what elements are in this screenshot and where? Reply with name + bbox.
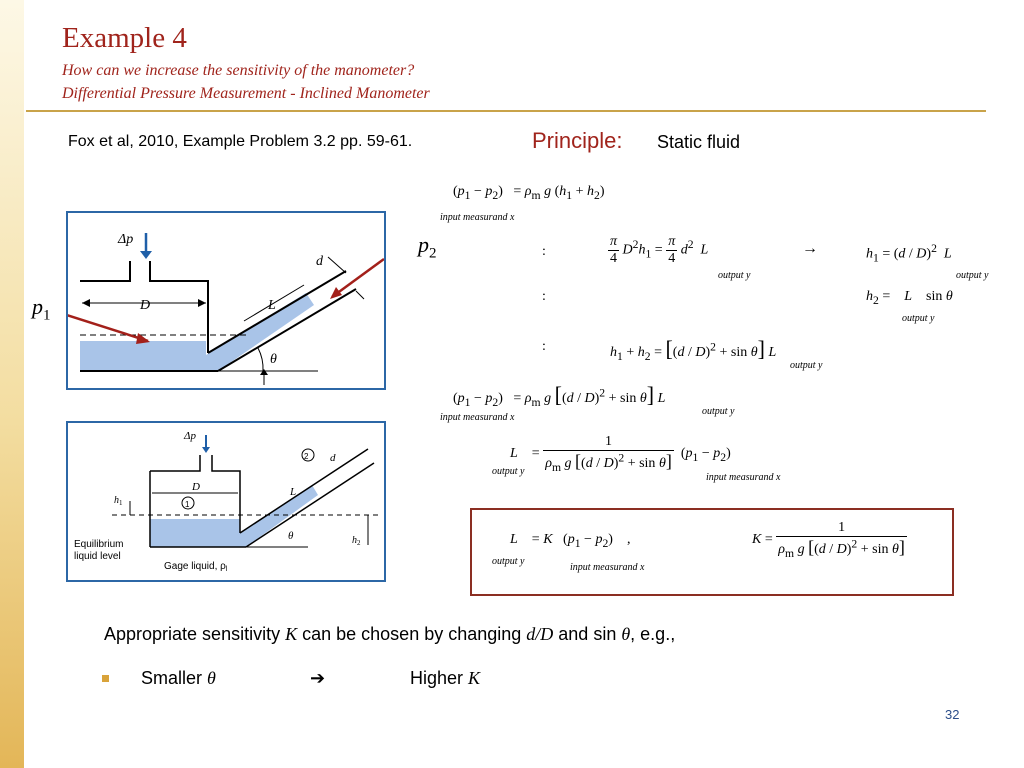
fig2-D-label: D bbox=[192, 481, 200, 493]
bullet-higher-K: Higher K bbox=[410, 668, 481, 688]
eq3-output-label: output y bbox=[902, 313, 935, 324]
svg-text:h2 bbox=[352, 535, 361, 547]
result-input-measurand-label: input measurand x bbox=[570, 562, 645, 573]
principle-value: Static fluid bbox=[657, 132, 741, 152]
eq2b-output-label: output y bbox=[956, 270, 989, 281]
equation-4-colon: : bbox=[542, 339, 546, 354]
fig1-delta-p-label: Δp bbox=[118, 232, 134, 247]
svg-text:Gage liquid, ρl bbox=[164, 561, 228, 573]
fig2-equilibrium-label: Equilibrium bbox=[74, 539, 124, 550]
equation-2b: $h_1 = (d / D)^2$ L bbox=[866, 242, 952, 265]
fig2-gage-liquid-subscript: l bbox=[225, 566, 228, 573]
fig2-gage-liquid-label: Gage liquid, ρ bbox=[164, 561, 226, 572]
bullet-arrow: ➔ bbox=[310, 668, 326, 688]
left-decorative-bar bbox=[0, 0, 24, 768]
equation-6: L = $\frac{1}{\rho_m g [(d / D)^2 + \sin \theta]}$ $(p_1 - p_2)$ bbox=[510, 434, 731, 474]
equation-2: $\frac{\pi}{4}$ $D^2h_1$ = $\frac{\pi}{4}$ $d^2$ L bbox=[610, 234, 709, 266]
equation-1: $(p_1 - p_2) = \rho_m$ g $(h_1 + h_2)$ bbox=[453, 184, 605, 202]
result-output-label: output y bbox=[492, 556, 525, 567]
bullet-smaller-theta: Smaller θ bbox=[141, 668, 216, 688]
fig2-h2-subscript: 2 bbox=[357, 539, 361, 547]
slide-subtitle-question: How can we increase the sensitivity of the manometer? bbox=[62, 62, 415, 79]
fig2-point-1-label: 1 bbox=[185, 500, 190, 509]
fig1-theta-label: θ bbox=[270, 352, 277, 367]
fig1-L-label: L bbox=[268, 298, 276, 313]
svg-text:h1 bbox=[114, 495, 123, 507]
slide-title: Example 4 bbox=[62, 22, 187, 54]
slide-subtitle-topic: Differential Pressure Measurement - Inclined Manometer bbox=[62, 85, 430, 102]
principle-label: Principle: bbox=[532, 128, 623, 153]
equation-result: L = K $(p_1 - p_2)$ , bbox=[510, 532, 631, 550]
bullet-marker bbox=[102, 675, 109, 682]
manometer-diagram-2 bbox=[68, 423, 384, 580]
fig2-delta-p-label: Δp bbox=[184, 430, 196, 442]
fig2-theta-label: θ bbox=[288, 530, 294, 542]
manometer-figure-2 bbox=[66, 421, 386, 582]
manometer-figure-1 bbox=[66, 211, 386, 390]
equation-3: $h_2$ = L sin θ bbox=[866, 289, 953, 307]
equation-2-colon: : bbox=[542, 244, 546, 259]
eq2-output-label: output y bbox=[718, 270, 751, 281]
eq5-output-label: output y bbox=[702, 406, 735, 417]
sensitivity-statement: Appropriate sensitivity K can be chosen by changing d/D and sin θ, e.g., bbox=[104, 624, 676, 644]
eq4-output-label: output y bbox=[790, 360, 823, 371]
page-number: 32 bbox=[945, 707, 960, 722]
fig1-d-label: d bbox=[316, 254, 323, 269]
eq2-arrow: → bbox=[802, 240, 818, 257]
eq6-output-label: output y bbox=[492, 466, 525, 477]
fig2-d-label: d bbox=[330, 452, 336, 464]
equation-K: K = $\frac{1}{\rho_m g [(d / D)^2 + \sin \theta]}$ bbox=[752, 520, 905, 560]
p2-label: $p_2$ bbox=[418, 232, 437, 262]
fig1-D-label: D bbox=[140, 298, 151, 313]
title-divider bbox=[26, 110, 986, 112]
fig2-h1-label: h bbox=[114, 495, 119, 506]
fig2-liquid-level-label: liquid level bbox=[74, 551, 121, 562]
fig2-point-2-label: 2 bbox=[304, 452, 309, 461]
manometer-diagram-1 bbox=[68, 213, 384, 388]
fig2-L-label: L bbox=[290, 486, 297, 498]
equation-3-colon: : bbox=[542, 289, 546, 304]
eq1-input-measurand-label: input measurand x bbox=[440, 212, 515, 223]
fig2-h1-subscript: 1 bbox=[119, 499, 123, 507]
eq6-input-measurand-label: input measurand x bbox=[706, 472, 781, 483]
equation-5: $(p_1 - p_2) = \rho_m$ g [(d / D)$^2$ + sin θ] L bbox=[453, 382, 666, 409]
eq5-input-measurand-label: input measurand x bbox=[440, 412, 515, 423]
reference-text: Fox et al, 2010, Example Problem 3.2 pp. 59-61. bbox=[68, 133, 413, 150]
fig2-h2-label: h bbox=[352, 535, 357, 546]
equation-4: $h_1 + h_2 = [(d / D)^2 + \sin \theta]$ L bbox=[610, 336, 777, 363]
p1-label: $p_1$ bbox=[32, 294, 51, 324]
